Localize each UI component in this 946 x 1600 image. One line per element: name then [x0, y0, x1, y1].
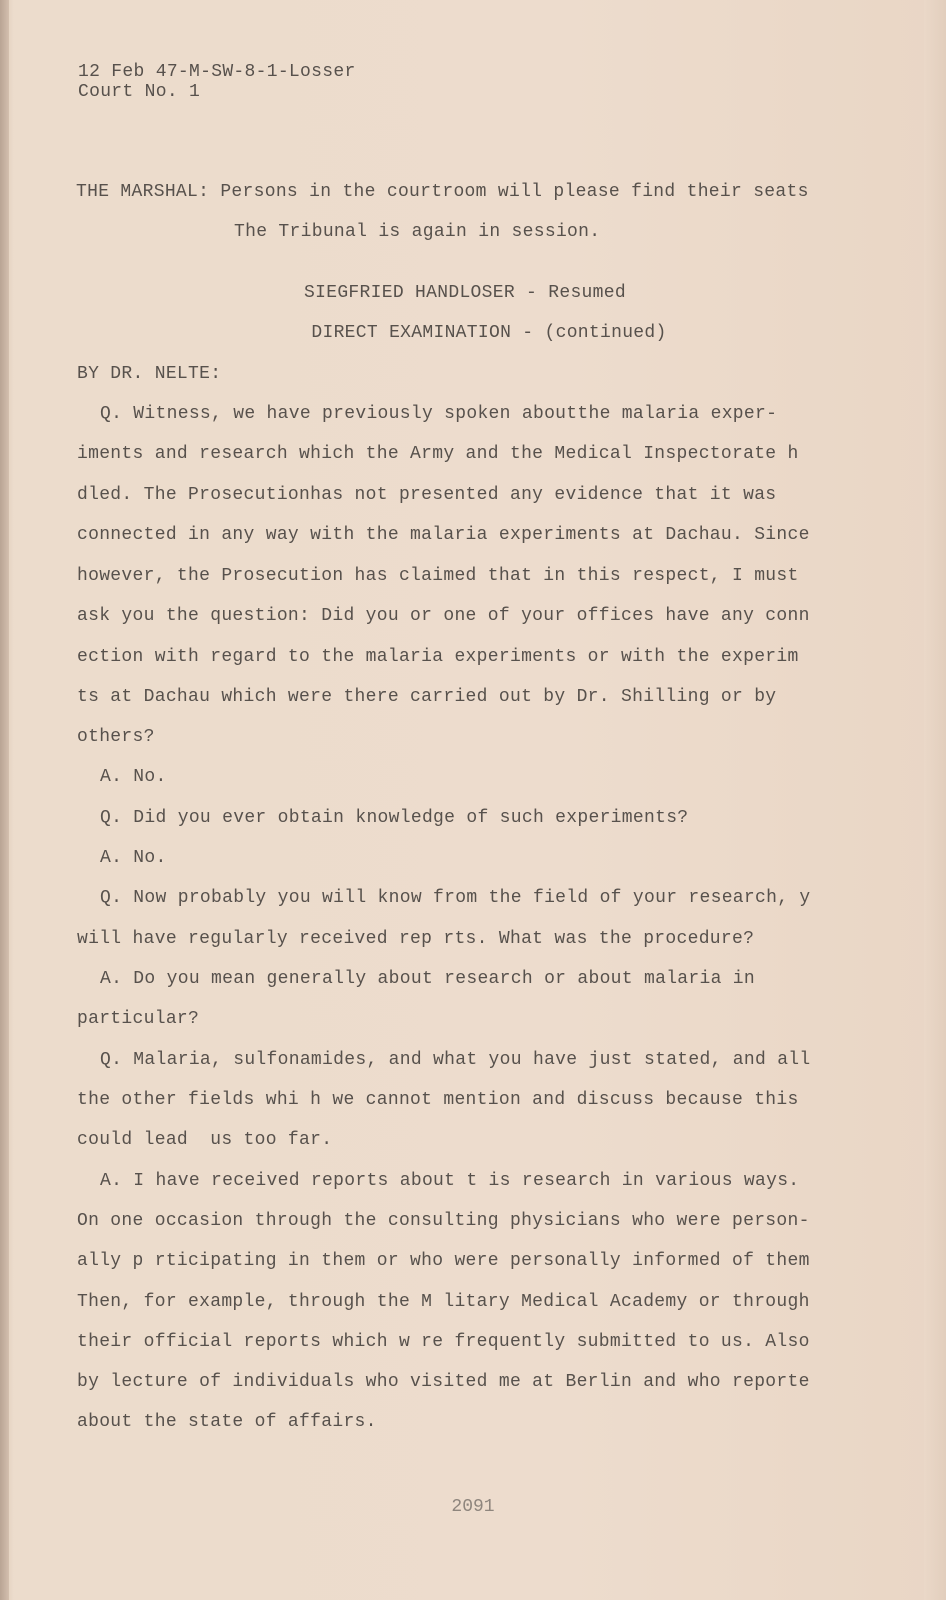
transcript-line: Q. Did you ever obtain knowledge of such experiments?: [100, 808, 689, 828]
examiner-heading: BY DR. NELTE:: [77, 364, 222, 384]
transcript-line: Then, for example, through the M litary Medical Academy or through: [77, 1292, 810, 1312]
transcript-line: On one occasion through the consulting physicians who were person-: [77, 1211, 810, 1231]
page-right-edge: [924, 0, 946, 1600]
page-number: 2091: [451, 1497, 495, 1517]
marshal-line: THE MARSHAL: Persons in the courtroom will please find their seats: [76, 182, 809, 202]
transcript-line: will have regularly received rep rts. What was the procedure?: [77, 929, 755, 949]
marshal-continuation: The Tribunal is again in session.: [234, 222, 601, 242]
transcript-line: ally p rticipating in them or who were personally informed of them: [77, 1251, 810, 1271]
transcript-line: about the state of affairs.: [77, 1412, 377, 1432]
transcript-line: could lead us too far.: [77, 1130, 333, 1150]
transcript-line: A. No.: [100, 767, 167, 787]
header-line-2: Court No. 1: [78, 82, 201, 102]
transcript-line: A. No.: [100, 848, 167, 868]
transcript-line: ts at Dachau which were there carried out by Dr. Shilling or by: [77, 687, 777, 707]
transcript-line: others?: [77, 727, 155, 747]
transcript-line: ask you the question: Did you or one of your offices have any conn: [77, 606, 810, 626]
header-line-1: 12 Feb 47-M-SW-8-1-Losser: [78, 62, 356, 82]
witness-heading: SIEGFRIED HANDLOSER - Resumed: [304, 283, 626, 303]
transcript-line: iments and research which the Army and the Medical Inspectorate h: [77, 444, 799, 464]
transcript-line: Q. Witness, we have previously spoken aboutthe malaria exper-: [100, 404, 778, 424]
transcript-line: particular?: [77, 1009, 200, 1029]
transcript-line: dled. The Prosecutionhas not presented any evidence that it was: [77, 485, 777, 505]
transcript-line: ection with regard to the malaria experiments or with the experim: [77, 647, 799, 667]
transcript-line: Q. Malaria, sulfonamides, and what you have just stated, and all: [100, 1050, 811, 1070]
page-left-edge: [0, 0, 9, 1600]
transcript-line: A. Do you mean generally about research or about malaria in: [100, 969, 756, 989]
transcript-line: however, the Prosecution has claimed that in this respect, I must: [77, 566, 799, 586]
examination-heading: DIRECT EXAMINATION - (continued): [311, 323, 667, 343]
transcript-line: A. I have received reports about t is research in various ways.: [100, 1171, 800, 1191]
transcript-line: Q. Now probably you will know from the field of your research, y: [100, 888, 811, 908]
transcript-line: their official reports which w re frequently submitted to us. Also: [77, 1332, 810, 1352]
transcript-line: connected in any way with the malaria experiments at Dachau. Since: [77, 525, 810, 545]
transcript-line: the other fields whi h we cannot mention and discuss because this: [77, 1090, 799, 1110]
transcript-line: by lecture of individuals who visited me at Berlin and who reporte: [77, 1372, 810, 1392]
